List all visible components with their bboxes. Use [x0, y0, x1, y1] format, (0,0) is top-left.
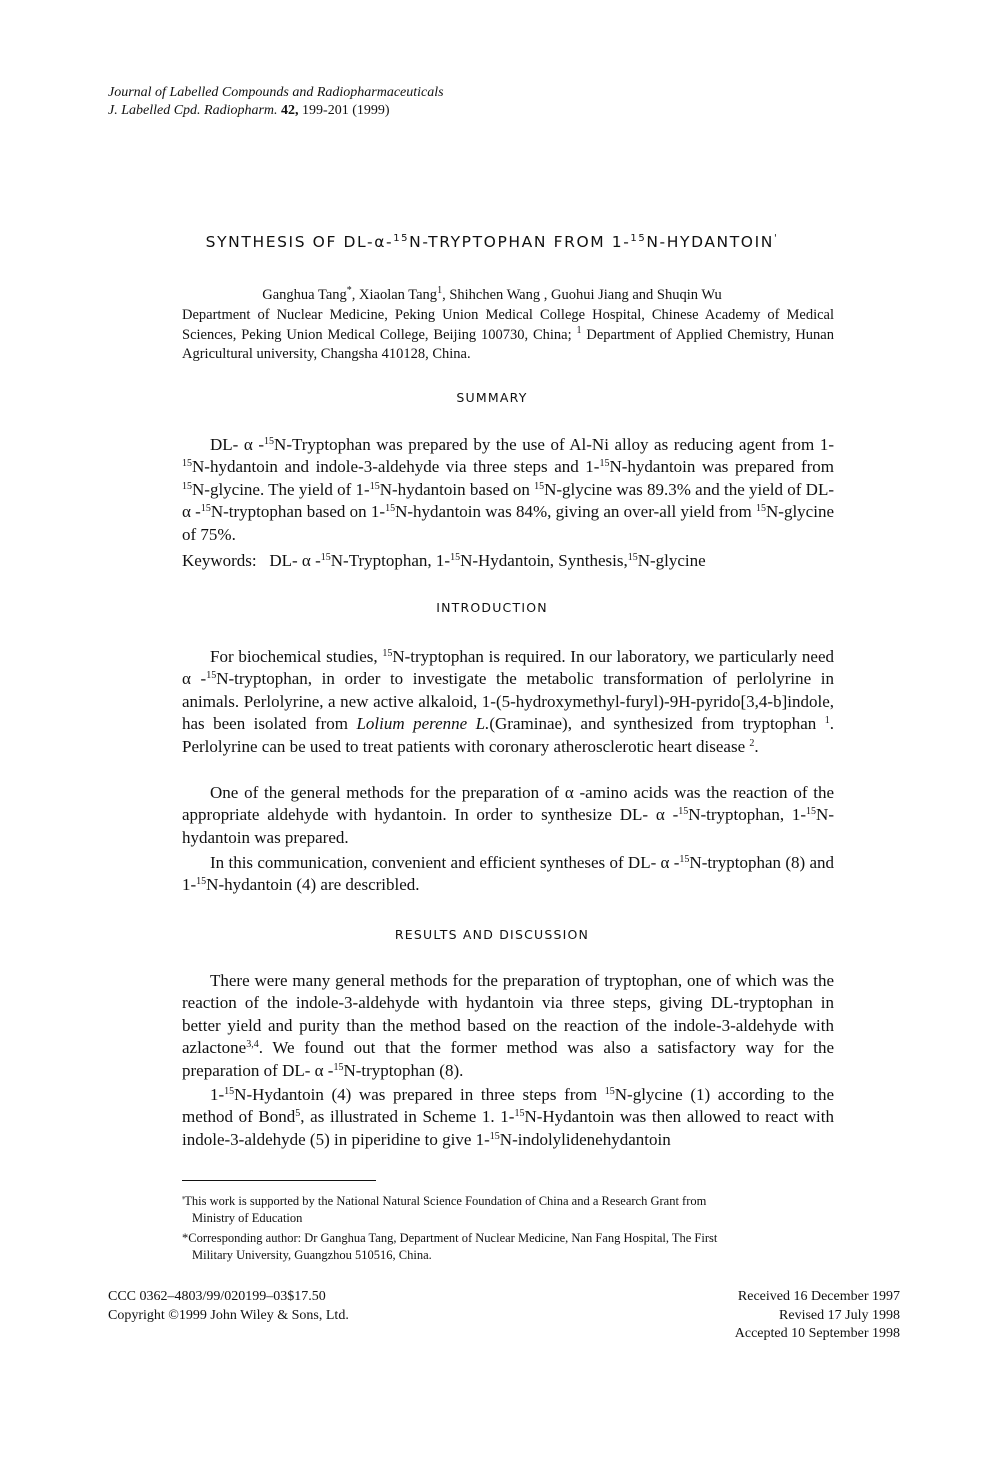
title-part-2: N-TRYPTOPHAN FROM 1- [409, 233, 631, 251]
isotope-sup: 15 [534, 480, 545, 492]
reference-mark: 5 [295, 1108, 301, 1120]
introduction-heading: INTRODUCTION [436, 600, 548, 615]
paper-title [0, 233, 984, 251]
footer-dates [735, 1288, 900, 1344]
summary-text: DL- α - [210, 435, 265, 454]
affiliation-main: Department of Nuclear Medicine, Peking Union Medical College Hospital, Chinese Academy of Medical Sciences, Peking Union Medical College, Beijing 100730, China; [182, 307, 834, 343]
isotope-sup: 15 [369, 480, 380, 492]
summary-text: N-Tryptophan was prepared by the use of Al-Ni alloy as reducing agent from 1- [274, 435, 835, 454]
title-superscript-1: 15 [393, 233, 410, 244]
summary-text: N-hydantoin and indole-3-aldehyde via three steps and 1- [192, 457, 600, 477]
footnote-line: *Corresponding author: Dr Ganghua Tang, Department of Nuclear Medicine, Nan Fang Hospital, The First [182, 1231, 718, 1245]
journal-pages-year: 199-201 (1999) [302, 103, 390, 118]
reference-mark: 3,4 [246, 1039, 259, 1051]
received-date: Received 16 December 1997 [737, 1289, 900, 1304]
footnote-corresponding [182, 1230, 842, 1264]
footnote-funding [182, 1193, 842, 1227]
journal-abbrev: J. Labelled Cpd. Radiopharm. [108, 103, 278, 118]
summary-text: N-glycine of 75%. [182, 502, 834, 544]
intro-paragraph-3 [182, 852, 834, 897]
summary-text: N-hydantoin based on [379, 479, 535, 499]
results-text: N-glycine (1) according to the method of Bond [182, 1085, 835, 1127]
isotope-sup: 15 [450, 552, 461, 563]
summary-text: N-hydantoin was prepared from [609, 457, 834, 477]
affiliations [182, 306, 834, 365]
footnote-line: 'This work is supported by the National Natural Science Foundation of China and a Research Grant from [182, 1194, 707, 1208]
journal-volume: 42, [281, 103, 299, 118]
isotope-sup: 15 [182, 480, 192, 492]
isotope-sup: 15 [514, 1108, 525, 1120]
isotope-sup: 15 [678, 806, 689, 818]
isotope-sup: 15 [604, 1086, 615, 1097]
keyword-text: N-Tryptophan, 1- [330, 551, 451, 570]
results-paragraph-1 [182, 970, 834, 1082]
results-paragraph-2 [182, 1084, 834, 1151]
ccc-code: CCC 0362–4803/99/020199–03$17.50 [108, 1289, 326, 1304]
title-part-1: SYNTHESIS OF DL-α- [205, 233, 394, 251]
accepted-date: Accepted 10 September 1998 [734, 1326, 900, 1341]
isotope-sup: 15 [320, 552, 331, 563]
intro-text: (Graminae), and synthesized from tryptophan [489, 714, 825, 734]
results-text: N-Hydantoin (4) was prepared in three steps from [234, 1085, 605, 1104]
revised-date: Revised 17 July 1998 [779, 1307, 900, 1323]
intro-text: For biochemical studies, [210, 647, 383, 666]
journal-reference [108, 102, 444, 120]
summary-text: N-glycine. The yield of 1- [192, 479, 370, 499]
journal-name: Journal of Labelled Compounds and Radiopharmaceuticals [108, 85, 444, 100]
affiliation-mark: 1 [576, 324, 582, 336]
results-text: . We found out that the former method was also a satisfactory way for the preparation of DL- α - [182, 1038, 834, 1080]
author-list [0, 287, 984, 304]
keyword-text: DL- α - [269, 551, 321, 570]
title-part-3: N-HYDANTOIN [646, 233, 774, 251]
reference-mark: 2 [749, 737, 755, 749]
isotope-sup: 15 [182, 458, 192, 470]
isotope-sup: 15 [382, 648, 393, 659]
isotope-sup: 15 [489, 1130, 500, 1142]
results-text: There were many general methods for the preparation of tryptophan, one of which was the reaction of the indole-3-aldehyde with hydantoin via three steps, giving DL-tryptophan in better yield and purity than the method based on the reaction of the indole-3-aldehyde with azlactone [182, 971, 834, 1058]
author-2-mark: 1 [437, 285, 443, 296]
results-text: N-Hydantoin was then allowed to react with indole-3-aldehyde (5) in piperidine to give 1- [182, 1107, 834, 1149]
species-name: Lolium perenne L. [356, 714, 490, 734]
results-heading: RESULTS AND DISCUSSION [394, 927, 590, 942]
results-text: N-indolylidenehydantoin [499, 1129, 671, 1149]
author-2: , Xiaolan Tang [351, 287, 438, 303]
footer-publication-info [108, 1288, 349, 1325]
isotope-sup: 15 [196, 876, 207, 888]
isotope-sup: 15 [806, 806, 817, 818]
intro-paragraph-1 [182, 646, 834, 758]
title-superscript-2: 15 [630, 233, 647, 244]
isotope-sup: 15 [679, 854, 690, 865]
title-footnote-mark: ' [773, 233, 779, 244]
keyword-text: N-Hydantoin, Synthesis, [460, 551, 628, 570]
isotope-sup: 15 [627, 552, 638, 563]
intro-text: N-hydantoin (4) are describled. [206, 875, 420, 895]
intro-text: N-tryptophan, 1- [688, 805, 807, 825]
summary-text: N-hydantoin was 84%, giving an over-all yield from [395, 502, 757, 522]
author-1: Ganghua Tang [262, 287, 347, 303]
summary-text: N-glycine was 89.3% and the yield of DL- α - [182, 479, 834, 522]
summary-heading: SUMMARY [456, 390, 528, 405]
intro-text: N-tryptophan (8) and 1- [182, 853, 834, 895]
isotope-sup: 15 [200, 503, 211, 515]
results-text: , as illustrated in Scheme 1. 1- [300, 1107, 515, 1127]
isotope-sup: 15 [333, 1061, 344, 1073]
isotope-sup: 15 [385, 503, 396, 515]
intro-paragraph-2 [182, 782, 834, 849]
author-1-mark: * [346, 285, 352, 296]
footnote-line: Ministry of Education [192, 1211, 303, 1225]
keyword-text: N-glycine [637, 551, 706, 570]
keywords-line [182, 550, 834, 572]
summary-text: N-tryptophan based on 1- [210, 502, 386, 522]
intro-text: One of the general methods for the preparation of α -amino acids was the reaction of the appropriate aldehyde with hydantoin. In order to synthesize DL- α - [182, 783, 834, 825]
author-rest: , Shihchen Wang , Guohui Jiang and Shuqin Wu [442, 287, 722, 303]
intro-text: N-hydantoin was prepared. [182, 805, 834, 847]
results-text: N-tryptophan (8). [343, 1060, 464, 1080]
intro-text: N-tryptophan is required. In our laboratory, we particularly need α - [182, 647, 834, 689]
results-text: 1- [210, 1085, 225, 1104]
isotope-sup: 15 [599, 458, 610, 470]
isotope-sup: 15 [224, 1086, 235, 1097]
affiliation-second: Department of Applied Chemistry, Hunan Agricultural university, Changsha 410128, China. [182, 326, 834, 362]
intro-text: . [754, 736, 759, 756]
isotope-sup: 15 [264, 436, 275, 447]
intro-text: . Perlolyrine can be used to treat patients with coronary atherosclerotic heart disease [182, 714, 834, 756]
keywords-label: Keywords: [182, 551, 257, 570]
footnote-divider [182, 1180, 376, 1181]
intro-text: In this communication, convenient and efficient syntheses of DL- α - [210, 853, 680, 872]
summary-paragraph [182, 434, 834, 546]
isotope-sup: 15 [756, 503, 767, 515]
isotope-sup: 15 [206, 670, 217, 682]
footnote-line: Military University, Guangzhou 510516, China. [192, 1248, 432, 1262]
intro-text: N-tryptophan, in order to investigate the metabolic transformation of perlolyrine in animals. Perlolyrine, a new active alkaloid, 1-(5-hydroxymethyl-furyl)-9H-pyrido[3,4-b]indole, has been isolated from [182, 669, 834, 734]
journal-citation [108, 84, 444, 120]
copyright: Copyright ©1999 John Wiley & Sons, Ltd. [108, 1307, 349, 1323]
reference-mark: 1 [824, 715, 830, 727]
